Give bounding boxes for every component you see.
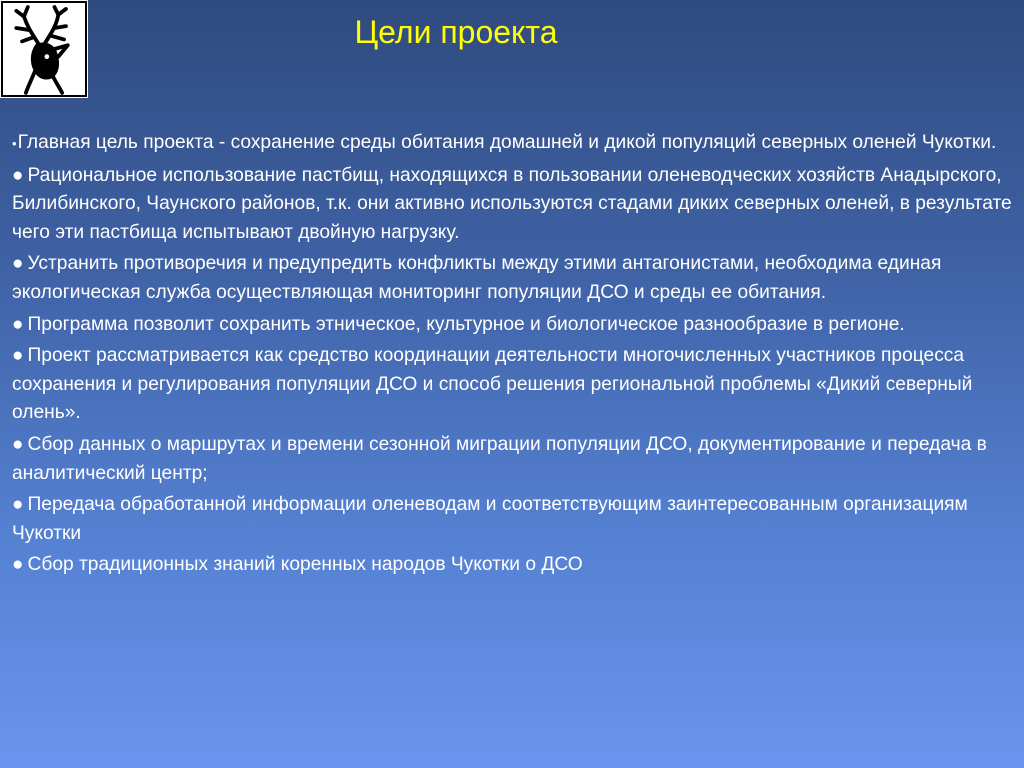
goals-list xyxy=(12,129,1012,583)
bullet-icon: ● xyxy=(12,433,24,455)
list-item: ● Проект рассматривается как средство координации деятельности многочисленных участников процесса сохранения и регулирования популяции ДСО и способ решения региональной проблемы «Дикий северный олень». xyxy=(12,342,1012,428)
bullet-icon: ● xyxy=(12,345,24,367)
bullet-icon: ● xyxy=(12,164,24,186)
list-item: •Главная цель проекта - сохранение среды обитания домашней и дикой популяций северных оленей Чукотки. xyxy=(12,129,1012,159)
bullet-icon: ● xyxy=(12,554,24,576)
list-item: ● Рациональное использование пастбищ, находящихся в пользовании оленеводческих хозяйств Анадырского, Билибинского, Чаунского районов, т.к. они активно используются стадами диких северных оленей, в результате чего эти пастбища испытывают двойную нагрузку. xyxy=(12,162,1012,248)
bullet-icon: ● xyxy=(12,494,24,516)
list-item: ● Устранить противоречия и предупредить конфликты между этими антагонистами, необходима единая экологическая служба осуществляющая мониторинг популяции ДСО и среды ее обитания. xyxy=(12,250,1012,307)
list-item: ● Сбор традиционных знаний коренных народов Чукотки о ДСО xyxy=(12,551,1012,580)
bullet-icon: ● xyxy=(12,253,24,275)
slide-title: Цели проекта xyxy=(354,14,558,50)
list-item: ● Сбор данных о маршрутах и времени сезонной миграции популяции ДСО, документирование и передача в аналитический центр; xyxy=(12,431,1012,488)
list-item: ● Передача обработанной информации оленеводам и соответствующим заинтересованным организациям Чукотки xyxy=(12,491,1012,548)
list-item: ● Программа позволит сохранить этническое, культурное и биологическое разнообразие в регионе. xyxy=(12,311,1012,340)
bullet-icon: • xyxy=(12,136,17,151)
bullet-icon: ● xyxy=(12,313,24,335)
